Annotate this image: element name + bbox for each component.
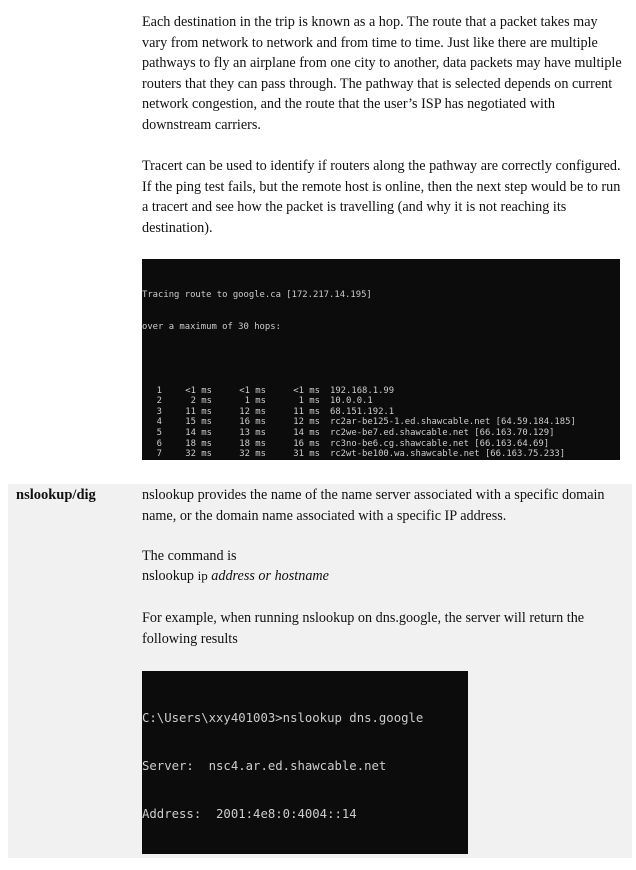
hop-host: 68.151.192.1 (330, 406, 395, 417)
hop-host: 10.0.0.1 (330, 396, 373, 407)
hop-time-3: 11 ms (293, 406, 320, 417)
hop-time-3: <1 ms (293, 385, 320, 396)
command-args: address or hostname (207, 568, 329, 584)
nslookup-section (8, 484, 632, 858)
hop-row (142, 407, 620, 418)
hop-number: 7 (156, 449, 162, 460)
terminal-address-line: Address: 2001:4e8:0:4004::14 (142, 807, 357, 821)
hop-list (142, 386, 620, 460)
hop-time-1: 11 ms (185, 406, 212, 417)
hop-time-3: 14 ms (293, 427, 320, 438)
hop-time-2: 16 ms (239, 417, 266, 428)
hop-host: rc2ar-be125-1.ed.shawcable.net [64.59.184.185] (330, 417, 576, 428)
hop-time-2: 32 ms (239, 449, 266, 460)
tracert-paragraph: Tracert can be used to identify if routers along the pathway are correctly configured. If the ping test fails, but the remote host is online, then the next step would be to run a tracert and see how the packet is travelling (and why it is not reaching its destination). (142, 158, 621, 236)
command-syntax (142, 566, 626, 587)
hop-paragraph: Each destination in the trip is known as a hop. The route that a packet takes may vary from network to network and from time to time. Just like there are multiple pathways to fly an airplane from one city to another, data packets may have multiple routers that they can pass through. The pathway that is selected depends on current network congestion, and the route that the user’s ISP has negotiated with downstream carriers. (142, 14, 622, 133)
hop-number: 1 (156, 385, 162, 396)
command-ip-mark: ip (197, 568, 208, 583)
hop-time-2: 12 ms (239, 406, 266, 417)
command-intro: The command is (142, 548, 237, 564)
hop-time-2: 13 ms (239, 427, 266, 438)
hop-number: 3 (156, 406, 162, 417)
nslookup-description: nslookup provides the name of the name server associated with a specific domain name, or the domain name associated with a specific IP address. (142, 487, 605, 524)
hop-time-1: 14 ms (185, 427, 212, 438)
tracert-max-hops-line: over a maximum of 30 hops: (142, 321, 281, 332)
hop-time-1: 2 ms (190, 396, 212, 407)
hop-number: 4 (156, 417, 162, 428)
terminal-prompt-line: C:\Users\xxy401003>nslookup dns.google (142, 711, 424, 725)
hop-time-3: 16 ms (293, 438, 320, 449)
tracert-header-line: Tracing route to google.ca [172.217.14.195] (142, 290, 372, 301)
hop-row (142, 386, 620, 397)
example-paragraph: For example, when running nslookup on dns.google, the server will return the following results (142, 610, 585, 647)
hop-number: 5 (156, 427, 162, 438)
hop-time-1: <1 ms (185, 385, 212, 396)
hop-time-2: 18 ms (239, 438, 266, 449)
hop-row (142, 396, 620, 407)
hop-time-1: 15 ms (185, 417, 212, 428)
hop-time-3: 31 ms (293, 449, 320, 460)
hop-time-1: 18 ms (185, 438, 212, 449)
command-name: nslookup (142, 568, 198, 584)
hop-host: rc2wt-be100.wa.shawcable.net [66.163.75.233] (330, 449, 566, 460)
nslookup-label: nslookup/dig (16, 487, 96, 503)
hop-time-2: <1 ms (239, 385, 266, 396)
hop-time-2: 1 ms (244, 396, 266, 407)
hop-row (142, 449, 620, 460)
hop-number: 2 (156, 396, 162, 407)
hop-host: rc3no-be6.cg.shawcable.net [66.163.64.69] (330, 438, 550, 449)
tracert-terminal (142, 259, 620, 460)
terminal-server-line: Server: nsc4.ar.ed.shawcable.net (142, 759, 387, 773)
hop-row (142, 417, 620, 428)
hop-time-3: 1 ms (298, 396, 320, 407)
hop-row (142, 428, 620, 439)
hop-time-1: 32 ms (185, 449, 212, 460)
hop-number: 6 (156, 438, 162, 449)
hop-host: 192.168.1.99 (330, 385, 395, 396)
nslookup-terminal (142, 671, 468, 854)
hop-host: rc2we-be7.ed.shawcable.net [66.163.70.129] (330, 427, 555, 438)
hop-row (142, 439, 620, 450)
hop-time-3: 12 ms (293, 417, 320, 428)
